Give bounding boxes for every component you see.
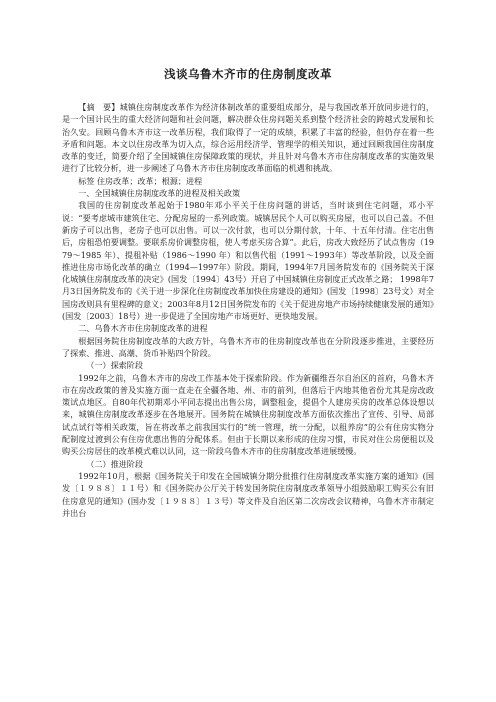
subsection-1-heading: （一）探索阶段 <box>86 360 143 371</box>
abstract-label: 【摘 要】 <box>78 102 120 112</box>
section-2-heading: 二、乌鲁木齐市住房制度改革的进程 <box>78 323 208 334</box>
subsection-2-paragraph: 1992年10月，根据《国务院关于印发在全国城镇分期分批推行住房制度改革实施方案的通知》(国发〔１９８８〕１１号）和《国务院办公厅关于转发国务院住房制度改革领导小组鼓励职工购买公有旧住房意见的通知》(国办发〔１９８８〕１３号）等文件及自治区第二次房改会议精神，乌鲁木齐市制定并出台 <box>62 470 434 518</box>
paper-title: 浅谈乌鲁木齐市的住房制度改革 <box>164 67 332 81</box>
abstract-text: 城镇住房制度改革作为经济体制改革的重要组成部分，是与我国改革开放同步进行的，是一个国计民生的重大经济问题和社会问题，解决群众住房问题关系到整个经济社会的跨越式发展和长治久安。回顾乌鲁木齐市这一改革历程，我们取得了一定的成绩，积累了丰富的经验，但仍存在着一些矛盾和问题。本文以住房改革为切入点，综合运用经济学、管理学的相关知识，通过回顾我国住房制度改革的变迁，简要介绍了全国城镇住房保障政策的现状，并且针对乌鲁木齐市住房制度改革的实施效果进行了比较分析，进一步阐述了乌鲁木齐市住房制度改革面临的机遇和挑战。 <box>62 102 434 174</box>
subsection-1-paragraph: 1992年之前，乌鲁木齐市的房改工作基本处于探索阶段。作为新疆维吾尔自治区的首府，乌鲁木齐市在房改政策的普及实施方面一直走在全疆各地、州、市的前列，但落后于内地其他省份尤其是房改政策试点地区。自80年代初期邓小平同志提出出售公房，调整租金，提倡个人建房买房的改革总体设想以来，城镇住房制度改革逐步在各地展开。国务院在城镇住房制度改革方面依次推出了宣传、引导、局部试点试行等相关政策，旨在将改革之前我国实行的“统一管理，统一分配，以租养房”的公有住房实物分配制度过渡到公有住房优惠出售的分配体系。但由于长期以来形成的住房习惯，市民对住公房便租以及购买公房居住的改革模式难以认同，这一阶段乌鲁木齐市的住房制度改革进展缓慢。 <box>62 372 434 457</box>
keywords: 标签 住房改革；改革；根源；进程 <box>78 175 203 186</box>
section-1-heading: 一、全国城镇住房制度改革的进程及相关政策 <box>78 188 241 199</box>
abstract <box>62 101 434 175</box>
section-1-paragraph: 我国的住房制度改革起始于1980年邓小平关于住房问题的讲话，当时谈到住宅问题，邓小平说：“要考虑城市建筑住宅、分配房屋的一系列政策。城镇居民个人可以购买房屋，也可以自己盖。不但新房子可以出售，老房子也可以出售。可以一次付款，也可以分期付款，十年、十五年付清。住宅出售后，房租恐怕要调整。要联系房价调整房租，使人考虑买房合算”。此后，房改大致经历了试点售房（1979～1985 年）、提租补贴（1986～1990 年）和以售代租（1991～1993年）等改革阶段，以及全面推进住房市场化改革的确立（1994—1997年）阶段。期间，1994年7月国务院发布的《国务院关于深化城镇住房制度改革的决定》(国发〔1994〕43号）开启了中国城镇住房制度正式改革之路； 1998年7月3日国务院发布的《关于进一步深化住房制度改革加快住房建设的通知》(国发〔1998〕23号文）对全国房改则具有里程碑的意义；2003年8月12日国务院发布的《关于促进房地产市场持续健康发展的通知》(国发〔2003〕18号）进一步促进了全国房地产市场更好、更快地发展。 <box>62 200 434 322</box>
subsection-2-heading: （二）推进阶段 <box>86 458 143 469</box>
section-2-paragraph: 根据国务院住房制度改革的大政方针，乌鲁木齐市的住房制度改革也在分阶段逐步推进，主要经历了探索、推进、高潮、货币补贴四个阶段。 <box>62 335 434 358</box>
